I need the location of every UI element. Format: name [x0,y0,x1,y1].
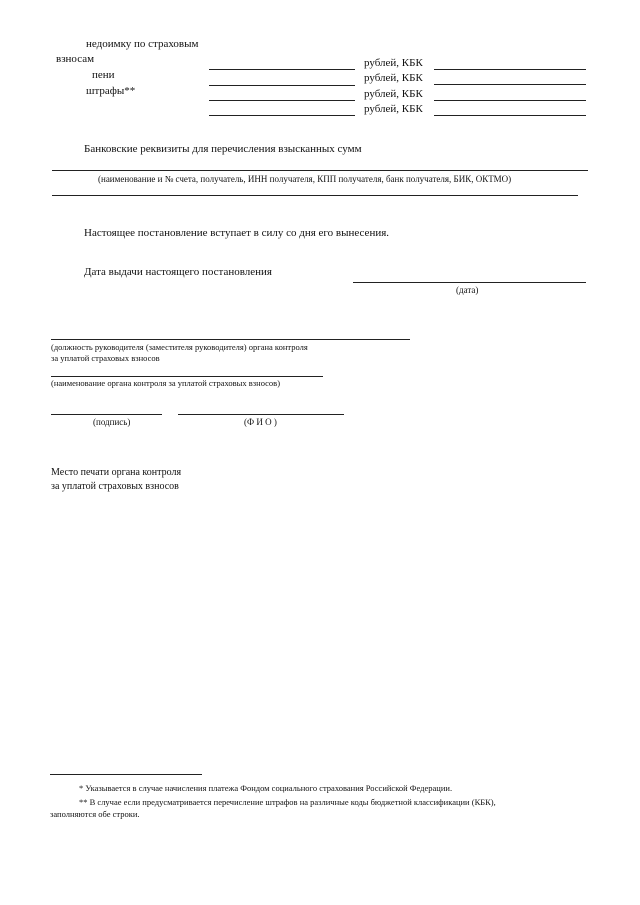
official-position-caption-2: за уплатой страховых взносов [51,353,160,363]
effect-statement: Настоящее постановление вступает в силу со дня его вынесения. [84,227,390,239]
seal-place-line2: за уплатой страховых взносов [51,481,179,492]
currency-kbk-label-2: рублей, КБК [364,72,423,84]
fio-line[interactable] [178,414,344,415]
official-position-caption-1: (должность руководителя (заместителя руководителя) органа контроля [51,342,308,352]
fines-amount-line-1[interactable] [209,100,355,101]
seal-place-line1: Место печати органа контроля [51,467,182,478]
arrears-label-line1: недоимку по страховым [86,38,199,50]
fio-caption: (Ф И О ) [244,417,277,427]
signature-caption: (подпись) [93,417,131,427]
arrears-amount-line[interactable] [209,69,355,70]
issue-date-label: Дата выдачи настоящего постановления [84,266,272,278]
signature-line[interactable] [51,414,162,415]
footnote-2-line2: заполняются обе строки. [50,809,140,819]
bank-details-heading: Банковские реквизиты для перечисления взысканных сумм [84,143,362,155]
control-body-caption: (наименование органа контроля за уплатой страховых взносов) [51,378,281,388]
currency-kbk-label-1: рублей, КБК [364,57,423,69]
kbk-line-3[interactable] [434,100,586,101]
currency-kbk-label-3: рублей, КБК [364,88,423,100]
footnote-1: * Указывается в случае начисления платежа Фондом социального страхования Российской Федерации. [79,783,453,793]
bank-details-line[interactable] [52,170,588,171]
fines-amount-line-2[interactable] [209,115,355,116]
kbk-line-2[interactable] [434,84,586,85]
control-body-line[interactable] [51,376,323,377]
footnote-2-line1: ** В случае если предусматривается перечисление штрафов на различные коды бюджетной классификации (КБК), [79,797,496,807]
bank-details-line-2[interactable] [52,195,578,196]
kbk-line-1[interactable] [434,69,586,70]
penalties-amount-line[interactable] [209,85,355,86]
footnote-separator [50,774,202,775]
penalties-label: пени [92,69,115,81]
issue-date-line[interactable] [353,282,586,283]
official-position-line[interactable] [51,339,410,340]
arrears-label-line2: взносам [56,53,95,65]
date-caption: (дата) [456,285,479,295]
fines-label: штрафы** [86,85,136,97]
kbk-line-4[interactable] [434,115,586,116]
currency-kbk-label-4: рублей, КБК [364,103,423,115]
bank-details-caption: (наименование и № счета, получатель, ИНН получателя, КПП получателя, банк получателя, БИК, ОКТМО) [98,174,512,184]
